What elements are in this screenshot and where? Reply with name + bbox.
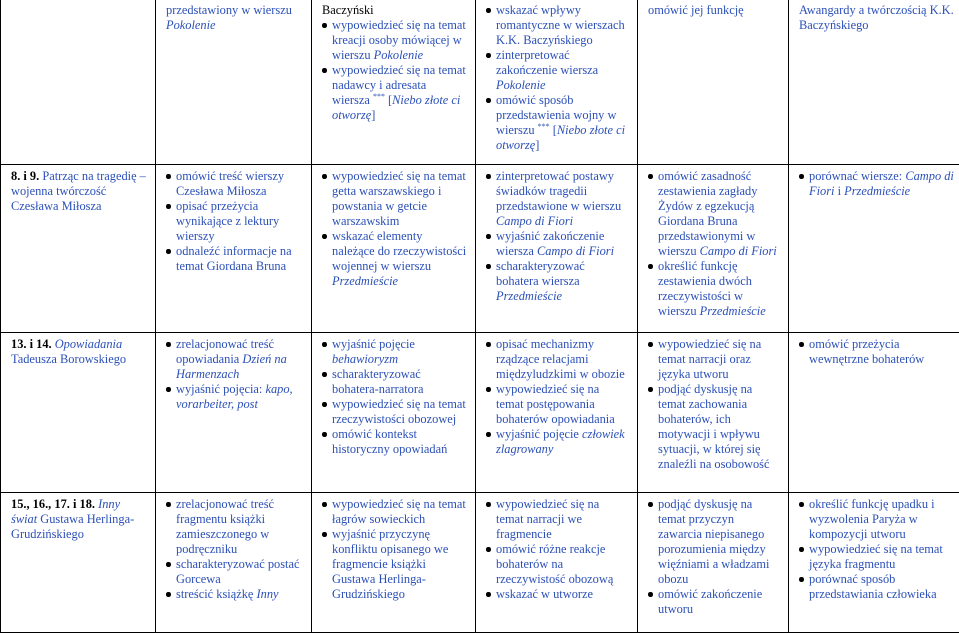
list-item	[322, 367, 467, 397]
list-item	[322, 337, 467, 367]
text-fragment: ***	[373, 92, 385, 101]
text-fragment: Campo di Fiori	[537, 244, 614, 258]
list-item	[648, 497, 780, 587]
text-fragment: Przedmieście	[332, 274, 398, 288]
text-fragment: omówić treść wierszy Czesława Miłosza	[176, 169, 284, 198]
list-item	[486, 427, 629, 457]
list-item	[486, 229, 629, 259]
text-fragment: opisać mechanizmy rządzące relacjami międzyludzkimi w obozie	[496, 337, 625, 381]
text-fragment: wypowiedzieć się na temat kreacji osoby mówiącej w wierszu	[332, 18, 466, 62]
lesson-cell	[1, 333, 156, 493]
list-item	[486, 497, 629, 542]
text-fragment: wypowiedzieć się na temat narracji we fragmencie	[496, 497, 599, 541]
table-row	[1, 333, 959, 493]
text-fragment: podjąć dyskusję na temat zachowania bohaterów, ich motywacji i wpływu sytuacji, w której się znaleźli na osobowość	[658, 382, 769, 471]
excellent-requirements-cell	[789, 0, 959, 165]
list-item	[486, 382, 629, 427]
requirement-list	[799, 337, 954, 367]
text-fragment: Pokolenie	[374, 48, 424, 62]
extended-requirements-cell	[312, 165, 476, 333]
list-item	[799, 542, 954, 572]
advanced-requirements-cell	[476, 0, 638, 165]
text-fragment: określić funkcję zestawienia dwóch rzeczywistości w wierszu	[658, 259, 752, 318]
text-fragment: porównać wiersze:	[809, 169, 905, 183]
text-fragment: ]	[371, 108, 375, 122]
text-fragment: Awangardy a twórczością K.K. Baczyńskiego	[799, 3, 954, 32]
text-fragment: Campo di Fiori	[700, 244, 777, 258]
list-item	[486, 587, 629, 602]
requirement-list	[799, 169, 954, 199]
list-item	[322, 169, 467, 229]
text-fragment: omówić kontekst historyczny opowiadań	[332, 427, 447, 456]
text-fragment: Patrząc na tragedię – wojenna twórczość Czesława Miłosza	[11, 169, 146, 213]
list-item	[166, 244, 303, 274]
lesson-title	[166, 3, 303, 33]
text-fragment: omówić jej funkcję	[648, 3, 744, 17]
list-item	[486, 259, 629, 304]
list-item	[166, 337, 303, 382]
text-fragment: omówić zasadność zestawienia zagłady Żydów z egzekucją Giordana Bruna przedstawionymi w wierszu	[658, 169, 757, 258]
text-fragment: ]	[535, 138, 539, 152]
text-fragment: wyjaśnić pojęcie	[332, 337, 415, 351]
requirement-list	[648, 337, 780, 472]
requirement-list	[486, 169, 629, 304]
text-fragment: człowiek zlagrowany	[496, 427, 625, 456]
list-item	[648, 382, 780, 472]
text-fragment: Tadeusza Borowskiego	[11, 352, 126, 366]
full-requirements-cell	[638, 0, 789, 165]
requirement-list	[322, 18, 467, 123]
list-item	[322, 497, 467, 527]
text-fragment: scharakteryzować bohatera-narratora	[332, 367, 424, 396]
text-fragment: Inny świat	[11, 497, 120, 526]
advanced-requirements-cell	[476, 333, 638, 493]
text-fragment: wypowiedzieć się na temat postępowania bohaterów opowiadania	[496, 382, 615, 426]
text-fragment: zrelacjonować treść fragmentu książki zamieszczonego w podręczniku	[176, 497, 274, 556]
text-fragment: omówić zakończenie utworu	[658, 587, 762, 616]
requirement-list	[322, 169, 467, 289]
list-item	[799, 337, 954, 367]
list-item	[322, 63, 467, 123]
list-item	[322, 229, 467, 289]
text-fragment: Przedmieście	[496, 289, 562, 303]
text-fragment: Campo di Fiori	[809, 169, 954, 198]
text-fragment: wyjaśnić przyczynę konfliktu opisanego we fragmencie książki Gustawa Herlinga-Grudzińskiego	[332, 527, 448, 601]
list-item	[648, 169, 780, 259]
list-item	[166, 497, 303, 557]
text-fragment: podjąć dyskusję na temat przyczyn zawarcia niepisanego porozumienia między więźniami a władzami obozu	[658, 497, 769, 586]
list-item	[799, 169, 954, 199]
text-fragment: wypowiedzieć się na temat łagrów sowieckich	[332, 497, 466, 526]
text-fragment: Przedmieście	[700, 304, 766, 318]
lesson-cell	[1, 165, 156, 333]
requirement-list	[322, 497, 467, 602]
cell-text	[799, 3, 954, 33]
text-fragment: Gustawa Herlinga-Grudzińskiego	[11, 512, 134, 541]
lesson-title	[11, 337, 147, 367]
text-fragment: Baczyński	[322, 3, 374, 17]
text-fragment: wypowiedzieć się na temat narracji oraz języka utworu	[658, 337, 761, 381]
list-item	[648, 259, 780, 319]
text-fragment: Przedmieście	[844, 184, 910, 198]
cell-text	[322, 3, 467, 18]
text-fragment: opisać przeżycia wynikające z lektury wierszy	[176, 199, 279, 243]
text-fragment: przedstawiony w wierszu	[166, 3, 292, 17]
list-item	[166, 557, 303, 587]
text-fragment: 8. i 9.	[11, 169, 42, 183]
text-fragment: omówić sposób przedstawienia wojny w wierszu	[496, 93, 616, 137]
requirement-list	[799, 497, 954, 602]
requirement-list	[648, 169, 780, 319]
list-item	[486, 3, 629, 48]
list-item	[799, 497, 954, 542]
text-fragment: omówić różne reakcje bohaterów na rzeczywistość obozową	[496, 542, 613, 586]
lesson-cell	[1, 0, 156, 165]
requirement-list	[166, 337, 303, 412]
list-item	[166, 382, 303, 412]
list-item	[322, 527, 467, 602]
extended-requirements-cell	[312, 333, 476, 493]
text-fragment: wypowiedzieć się na temat rzeczywistości obozowej	[332, 397, 466, 426]
list-item	[648, 337, 780, 382]
list-item	[322, 427, 467, 457]
text-fragment: Inny	[257, 587, 279, 601]
text-fragment: wskazać w utworze	[496, 587, 593, 601]
list-item	[648, 587, 780, 617]
requirement-list	[322, 337, 467, 457]
list-item	[166, 169, 303, 199]
full-requirements-cell	[638, 333, 789, 493]
text-fragment: wypowiedzieć się na temat getta warszawskiego i powstania w getcie warszawskim	[332, 169, 466, 228]
text-fragment: i	[834, 184, 844, 198]
text-fragment: 13. i 14.	[11, 337, 55, 351]
text-fragment: wskazać wpływy romantyczne w wierszach K.K. Baczyńskiego	[496, 3, 625, 47]
text-fragment: [	[385, 93, 392, 107]
excellent-requirements-cell	[789, 165, 959, 333]
text-fragment: [	[550, 123, 557, 137]
table-row	[1, 165, 959, 333]
basic-requirements-cell	[156, 0, 312, 165]
lesson-title	[11, 169, 147, 214]
text-fragment: behawioryzm	[332, 352, 398, 366]
cell-text	[648, 3, 780, 18]
text-fragment: wypowiedzieć się na temat języka fragmentu	[809, 542, 943, 571]
requirement-list	[166, 497, 303, 602]
list-item	[166, 587, 303, 602]
text-fragment: omówić przeżycia wewnętrzne bohaterów	[809, 337, 924, 366]
requirement-list	[486, 497, 629, 602]
text-fragment: odnaleźć informacje na temat Giordana Bruna	[176, 244, 292, 273]
text-fragment: ***	[538, 122, 550, 131]
text-fragment: Dzień na Harmenzach	[176, 352, 287, 381]
advanced-requirements-cell	[476, 165, 638, 333]
requirement-list	[486, 337, 629, 457]
text-fragment: Niebo złote ci otworzę	[332, 93, 460, 122]
extended-requirements-cell	[312, 0, 476, 165]
text-fragment: wyjaśnić pojęcia:	[176, 382, 265, 396]
list-item	[486, 48, 629, 93]
text-fragment: zinterpretować zakończenie wiersza	[496, 48, 598, 77]
list-item	[322, 18, 467, 63]
text-fragment: określić funkcję upadku i wyzwolenia Paryża w kompozycji utworu	[809, 497, 935, 541]
text-fragment: streścić książkę	[176, 587, 257, 601]
text-fragment: 15., 16., 17. i 18.	[11, 497, 98, 511]
excellent-requirements-cell	[789, 333, 959, 493]
text-fragment: scharakteryzować postać Gorcewa	[176, 557, 300, 586]
text-fragment: porównać sposób przedstawiania człowieka	[809, 572, 937, 601]
full-requirements-cell	[638, 165, 789, 333]
list-item	[486, 93, 629, 153]
text-fragment: zrelacjonować treść opowiadania	[176, 337, 274, 366]
text-fragment: Pokolenie	[166, 18, 216, 32]
list-item	[166, 199, 303, 244]
text-fragment: wskazać elementy należące do rzeczywistości wojennej w wierszu	[332, 229, 466, 273]
text-fragment: wyjaśnić pojęcie	[496, 427, 582, 441]
text-fragment: wypowiedzieć się na temat nadawcy i adresata wiersza	[332, 63, 466, 107]
list-item	[799, 572, 954, 602]
lesson-title	[11, 497, 147, 542]
requirement-list	[486, 3, 629, 153]
basic-requirements-cell	[156, 333, 312, 493]
requirement-list	[648, 497, 780, 617]
basic-requirements-cell	[156, 165, 312, 333]
text-fragment: kapo, vorarbeiter, post	[176, 382, 293, 411]
text-fragment: wyjaśnić zakończenie wiersza	[496, 229, 604, 258]
text-fragment: Pokolenie	[496, 78, 546, 92]
list-item	[322, 397, 467, 427]
list-item	[486, 542, 629, 587]
text-fragment: Opowiadania	[55, 337, 122, 351]
text-fragment: zinterpretować postawy świadków tragedii przedstawione w wierszu	[496, 169, 621, 213]
list-item	[486, 169, 629, 229]
list-item	[486, 337, 629, 382]
requirement-list	[166, 169, 303, 274]
table-row	[1, 0, 959, 165]
text-fragment: scharakteryzować bohatera wiersza	[496, 259, 585, 288]
text-fragment: Niebo złote ci otworzę	[496, 123, 625, 152]
text-fragment: Campo di Fiori	[496, 214, 573, 228]
